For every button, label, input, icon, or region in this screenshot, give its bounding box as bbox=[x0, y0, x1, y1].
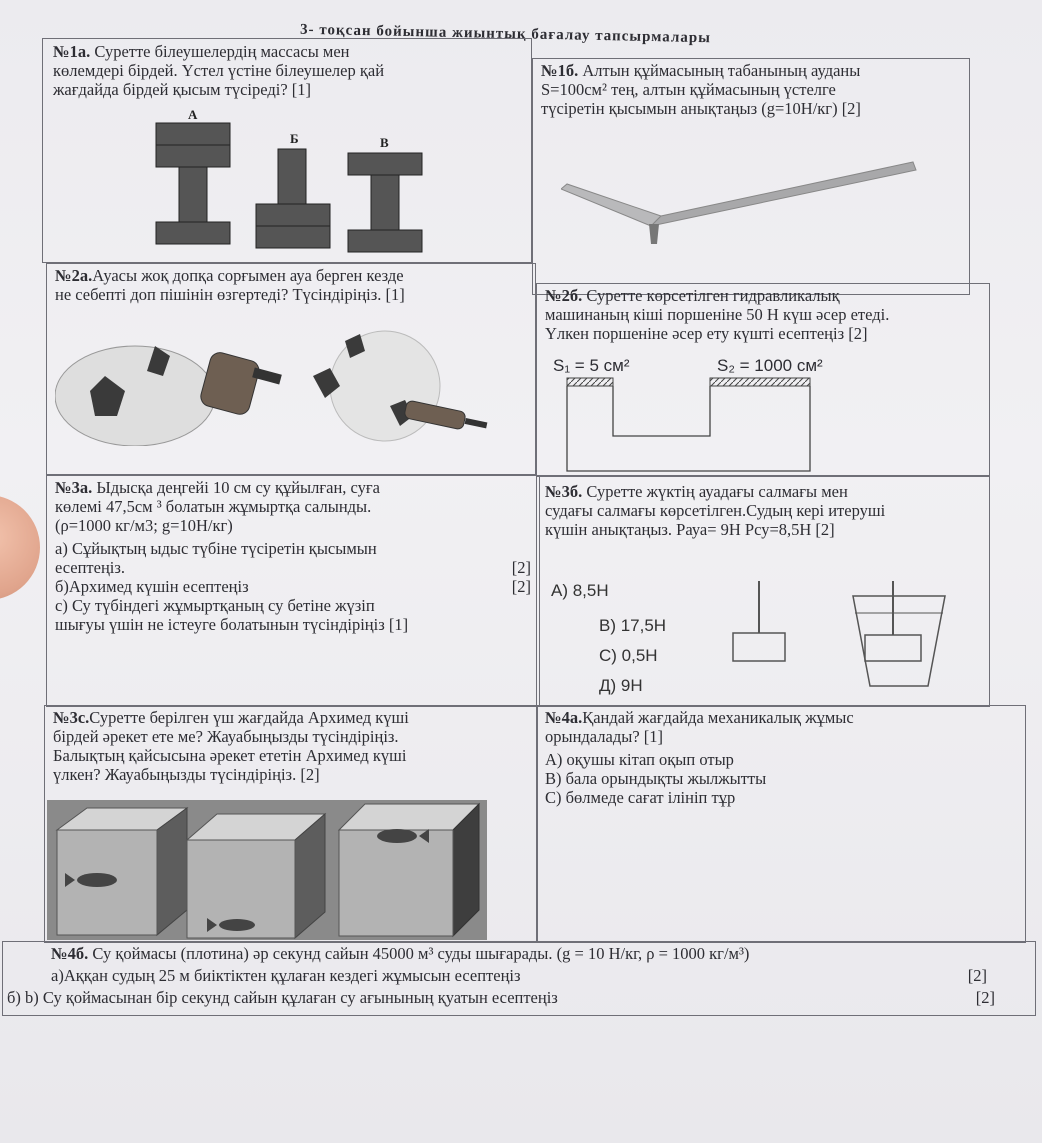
task-3b bbox=[536, 475, 990, 707]
worksheet-title: 3- тоқсан бойынша жиынтық бағалау тапсырмалары bbox=[299, 21, 712, 47]
task-text: орындалады? [1] bbox=[545, 727, 664, 746]
weight-figure bbox=[723, 581, 953, 691]
small-piston-area: S₁ = 5 см² bbox=[553, 356, 630, 375]
task-text: түсіретін қысымын анықтаңыз (g=10Н/кг) [2] bbox=[541, 99, 861, 118]
option-a[interactable]: А) 8,5Н bbox=[551, 581, 609, 600]
option-a[interactable]: А) оқушы кітап оқып отыр bbox=[545, 750, 734, 769]
subtask-a: а) Сұйықтың ыдыс түбіне түсіретін қысымын bbox=[55, 539, 377, 558]
task-text: жағдайда бірдей қысым түсіреді? [1] bbox=[53, 80, 312, 99]
label-b: Б bbox=[290, 131, 299, 146]
option-d[interactable]: Д) 9Н bbox=[599, 676, 643, 695]
task-number: №4б. bbox=[51, 944, 89, 963]
task-text: Ауасы жоқ допқа сорғымен ауа берген кезде bbox=[92, 266, 404, 285]
task-text: бірдей әрекет ете ме? Жауабыңызды түсіндіріңіз. bbox=[53, 727, 399, 746]
task-text: көлемі 47,5см ³ болатын жұмыртқа салынды. bbox=[55, 497, 372, 516]
task-text: Үлкен поршеніне әсер ету күшті есептеңіз [2] bbox=[545, 324, 868, 343]
option-b[interactable]: В) 17,5Н bbox=[599, 616, 667, 635]
task-text: S=100см² тең, алтын құймасының үстелге bbox=[541, 80, 836, 99]
task-number: №1а. bbox=[53, 42, 91, 61]
task-number: №3а. bbox=[55, 478, 93, 497]
option-b[interactable]: В) бала орындықты жылжытты bbox=[545, 769, 767, 788]
label-a: А bbox=[188, 107, 198, 122]
ball-pump-figure bbox=[55, 316, 525, 446]
task-grid bbox=[7, 38, 1036, 1016]
task-text: не себепті доп пішінін өзгертеді? Түсіндіріңіз. [1] bbox=[55, 285, 405, 304]
task-text: Суретте жүктің ауадағы салмағы мен bbox=[586, 482, 848, 501]
task-text: Суретте білеушелердің массасы мен bbox=[94, 42, 350, 61]
gold-bar-figure bbox=[561, 154, 961, 244]
task-text: көлемдері бірдей. Үстел үстіне білеушелер қай bbox=[53, 61, 385, 80]
task-text: Ыдысқа деңгейі 10 см су құйылған, суға bbox=[96, 478, 380, 497]
task-text: үлкен? Жауабыңызды түсіндіріңіз. [2] bbox=[53, 765, 320, 784]
subtask-c: с) Су түбіндегі жұмыртқаның су бетіне жүзіп bbox=[55, 596, 375, 615]
task-number: №1б. bbox=[541, 61, 579, 80]
task-4b bbox=[2, 941, 1036, 1016]
points: [2] bbox=[975, 988, 995, 1007]
task-text: судағы салмағы көрсетілген.Судың кері итеруші bbox=[545, 501, 886, 520]
option-c[interactable]: С) 0,5Н bbox=[599, 646, 658, 665]
task-3c bbox=[44, 705, 538, 943]
hydraulic-machine-figure bbox=[565, 376, 845, 476]
option-c[interactable]: С) бөлмеде сағат ілініп тұр bbox=[545, 788, 736, 807]
subtask-a: а)Аққан судың 25 м биіктіктен құлаған кездегі жұмысын есептеңіз bbox=[51, 966, 521, 985]
task-number: №2а. bbox=[55, 266, 93, 285]
task-text: Алтын құймасының табанының ауданы bbox=[582, 61, 861, 80]
points: [2] bbox=[967, 966, 987, 985]
label-c: В bbox=[380, 135, 389, 150]
task-text: күшін анықтаңыз. Pауа= 9Н Pсу=8,5Н [2] bbox=[545, 520, 835, 539]
points: [2] bbox=[511, 577, 531, 596]
task-1a bbox=[42, 38, 532, 263]
task-number: №3б. bbox=[545, 482, 583, 501]
points: [2] bbox=[511, 558, 531, 577]
task-2b bbox=[536, 283, 990, 477]
subtask-b: б) b) Су қоймасынан бір секунд сайын құлаған су ағынының қуатын есептеңіз bbox=[7, 988, 558, 1007]
subtask-a-cont: есептеңіз. bbox=[55, 558, 126, 577]
subtask-b: б)Архимед күшін есептеңіз bbox=[55, 577, 249, 596]
task-text: Суретте берілген үш жағдайда Архимед күші bbox=[89, 708, 409, 727]
task-1b bbox=[532, 58, 970, 295]
task-2a bbox=[46, 263, 536, 475]
blocks-figure bbox=[148, 107, 448, 257]
task-number: №2б. bbox=[545, 286, 583, 305]
task-text: (ρ=1000 кг/м3; g=10Н/кг) bbox=[55, 516, 233, 535]
task-4a bbox=[536, 705, 1026, 943]
task-text: Балықтың қайсысына әрекет ететін Архимед күші bbox=[53, 746, 407, 765]
fish-tanks-figure bbox=[47, 800, 487, 940]
task-text: машинаның кіші поршеніне 50 Н күш әсер етеді. bbox=[545, 305, 890, 324]
task-text: Суретте көрсетілген гидравликалық bbox=[586, 286, 840, 305]
task-text: Қандай жағдайда механикалық жұмыс bbox=[582, 708, 854, 727]
task-3a bbox=[46, 475, 540, 707]
large-piston-area: S₂ = 1000 см² bbox=[717, 356, 823, 375]
subtask-c-cont: шығуы үшін не істеуге болатынын түсіндіріңіз [1] bbox=[55, 615, 409, 634]
task-number: №4а. bbox=[545, 708, 583, 727]
task-text: Су қоймасы (плотина) әр секунд сайын 45000 м³ суды шығарады. (g = 10 Н/кг, ρ = 1000 кг/м³) bbox=[92, 944, 750, 963]
task-number: №3с. bbox=[53, 708, 90, 727]
